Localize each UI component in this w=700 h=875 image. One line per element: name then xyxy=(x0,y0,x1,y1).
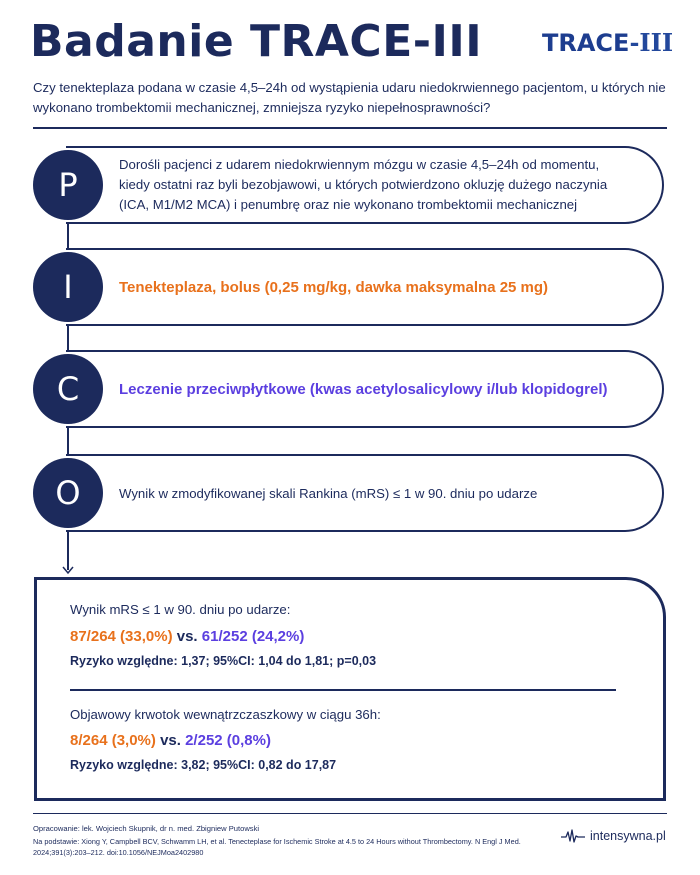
primary-tnk-value: 87/264 (33,0%) xyxy=(70,628,173,645)
secondary-outcome-values xyxy=(70,732,271,749)
secondary-tnk-value: 8/264 (3,0%) xyxy=(70,732,156,749)
pico-c-badge: C xyxy=(33,354,103,424)
results-divider xyxy=(70,689,616,691)
primary-relative-risk: Ryzyko względne: 1,37; 95%CI: 1,04 do 1,81; p=0,03 xyxy=(70,654,377,668)
heartbeat-icon xyxy=(561,828,585,844)
pico-row-c xyxy=(66,350,664,428)
footer-authors: Opracowanie: lek. Wojciech Skupnik, dr n. med. Zbigniew Putowski xyxy=(33,824,260,833)
primary-vs: vs. xyxy=(176,628,198,645)
pico-c-text: Leczenie przeciwpłytkowe (kwas acetylosalicylowy i/lub klopidogrel) xyxy=(119,380,608,398)
header-divider xyxy=(33,127,667,129)
secondary-control-value: 2/252 (0,8%) xyxy=(185,732,271,749)
pico-i-text: Tenekteplaza, bolus (0,25 mg/kg, dawka maksymalna 25 mg) xyxy=(119,278,549,296)
results-box xyxy=(34,577,666,801)
footer-source-line2: 2024;391(3):203–212. doi:10.1056/NEJMoa2402980 xyxy=(33,848,204,857)
logo-text: TRACE xyxy=(542,29,630,57)
secondary-vs: vs. xyxy=(160,732,181,749)
pico-row-i xyxy=(66,248,664,326)
pico-row-p xyxy=(66,146,664,224)
pico-i-badge: I xyxy=(33,252,103,322)
pico-o-badge: O xyxy=(33,458,103,528)
pico-p-text: Dorośli pacjenci z udarem niedokrwiennym mózgu w czasie 4,5–24h od momentu, kiedy ostatni raz byli bezobjawowi, u których potwierdzono okluzję dużego naczynia (ICA, M1/M2 MCA) i penumbrę oraz nie wykonano trombektomii mechanicznej xyxy=(119,157,608,212)
page-title: Badanie TRACE-III xyxy=(30,16,483,67)
trace-logo xyxy=(542,28,673,58)
brand-link[interactable] xyxy=(561,828,666,844)
footer-divider xyxy=(33,813,667,814)
primary-outcome-values xyxy=(70,628,304,645)
secondary-outcome-label: Objawowy krwotok wewnątrzczaszkowy w ciągu 36h: xyxy=(70,707,381,722)
arrow-down-icon xyxy=(62,565,74,575)
primary-outcome-label: Wynik mRS ≤ 1 w 90. dniu po udarze: xyxy=(70,602,291,617)
footer-credits xyxy=(33,823,573,858)
pico-row-o xyxy=(66,454,664,532)
pico-o-text: Wynik w zmodyfikowanej skali Rankina (mRS) ≤ 1 w 90. dniu po udarze xyxy=(119,485,538,501)
pico-p-badge: P xyxy=(33,150,103,220)
footer-source-line1: Na podstawie: Xiong Y, Campbell BCV, Schwamm LH, et al. Tenecteplase for Ischemic Stroke at 4.5 to 24 Hours without Thrombectomy. N Engl J Med. xyxy=(33,837,521,846)
primary-control-value: 61/252 (24,2%) xyxy=(201,628,305,645)
secondary-relative-risk: Ryzyko względne: 3,82; 95%CI: 0,82 do 17,87 xyxy=(70,758,337,772)
brand-name: intensywna.pl xyxy=(590,829,666,843)
logo-roman: -III xyxy=(629,28,674,57)
research-question: Czy tenekteplaza podana w czasie 4,5–24h od wystąpienia udaru niedokrwiennego pacjentom, u których nie wykonano trombektomii mechanicznej, zmniejsza ryzyko niepełnosprawności? xyxy=(33,80,666,115)
